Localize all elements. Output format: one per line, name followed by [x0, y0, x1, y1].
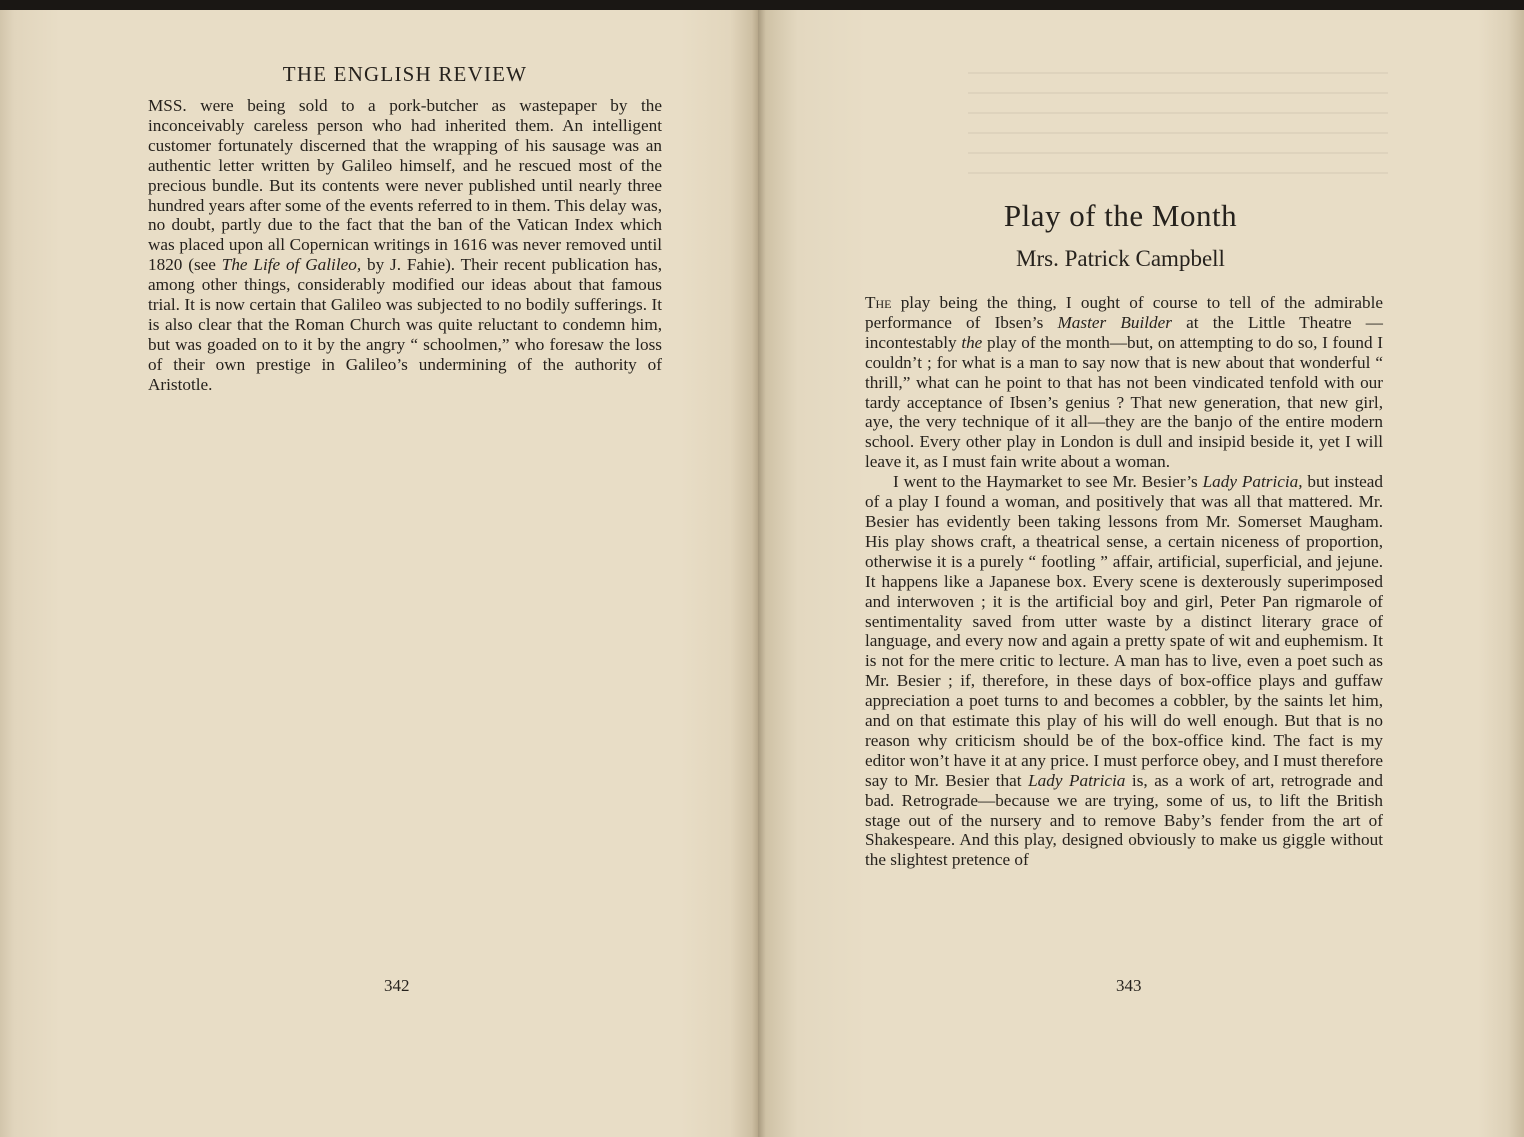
left-page-body	[148, 96, 662, 395]
opening-word: The	[865, 293, 892, 312]
page-number: 343	[1116, 976, 1142, 995]
running-head: THE ENGLISH REVIEW	[282, 62, 528, 86]
body-paragraph	[865, 472, 1383, 870]
emphasis: the	[961, 332, 983, 352]
book-title: The Life of Galileo,	[221, 255, 362, 275]
play-title: Master Builder	[1057, 312, 1172, 332]
paragraph-text: I went to the Haymarket to see Mr. Besier’s	[893, 472, 1203, 492]
body-paragraph	[865, 293, 1383, 472]
paragraph-text: MSS. were being sold to a pork-butcher as wastepaper by the inconceivably careless person who had inherited them. An intelligent customer fortunately discerned that the wrapping of his sausage was an authentic letter written by Galileo himself, and he rescued most of the precious bundle. But its contents were never published until nearly three hundred years after some of the events referred to in them. This delay was, no doubt, partly due to the fact that the ban of the Vatican Index which was placed upon all Copernican writings in 1616 was never removed until 1820 (see	[148, 96, 662, 275]
play-title: Lady Patricia,	[1202, 472, 1303, 492]
play-title: Lady Patricia	[1028, 770, 1126, 790]
right-page-body	[865, 293, 1383, 870]
left-page	[0, 10, 758, 1137]
right-page	[758, 10, 1524, 1137]
body-paragraph	[148, 96, 662, 395]
paragraph-text: at the Little Theatre —incontestably	[865, 312, 1383, 352]
page-number: 342	[384, 976, 410, 995]
paragraph-text: is, as a work of art, retrograde and bad. Retrograde—because we are trying, some of us, to lift the British stage out of the nursery and to remove Baby’s fender from the art of Shakespeare. And this play, designed obviously to make us giggle without the slightest pretence of	[865, 770, 1383, 870]
paragraph-text: by J. Fahie). Their recent publication has, among other things, considerably modified our ideas about that famous trial. It is now certain that Galileo was subjected to no bodily sufferings. It is also clear that the Roman Church was quite reluctant to condemn him, but was goaded on to it by the angry “ schoolmen,” who foresaw the loss of their own prestige in Galileo’s undermining of the authority of Aristotle.	[148, 255, 662, 394]
paragraph-text: play being the thing, I ought of course to tell of the admirable performance of Ibsen’s	[865, 293, 1383, 332]
article-title: Play of the Month	[1003, 198, 1238, 233]
article-author: Mrs. Patrick Campbell	[1016, 246, 1225, 271]
paragraph-text: play of the month—but, on attempting to do so, I found I couldn’t ; for what is a man to say now that is new about that wonderful “ thrill,” what can he point to that has not been vindicated tenfold with our tardy acceptance of Ibsen’s genius ? That new generation, that new girl, aye, the very technique of it all—they are the banjo of the entire modern school. Every other play in London is dull and insipid beside it, yet I will leave it, as I must fain write about a woman.	[865, 332, 1383, 472]
paragraph-text: but instead of a play I found a woman, and positively that was all that mattered. Mr. Besier has evidently been taking lessons from Mr. Somerset Maugham. His play shows craft, a theatrical sense, a certain niceness of proportion, otherwise it is a purely “ footling ” affair, artificial, superficial, and jejune. It happens like a Japanese box. Every scene is dexterously superimposed and interwoven ; it is the artificial boy and girl, Peter Pan rigmarole of sentimentality saved from utter waste by a distinct literary grace of language, and every now and again a pretty spate of wit and euphemism. It is not for the mere critic to lecture. A man has to live, even a poet such as Mr. Besier ; if, therefore, in these days of box-office plays and guffaw appreciation a poet turns to and becomes a cobbler, by the saints let him, and on that estimate this play of his will do well enough. But that is no reason why criticism should be of the box-office kind. The fact is my editor won’t have it at any price. I must perforce obey, and I must therefore say to Mr. Besier that	[865, 472, 1383, 790]
